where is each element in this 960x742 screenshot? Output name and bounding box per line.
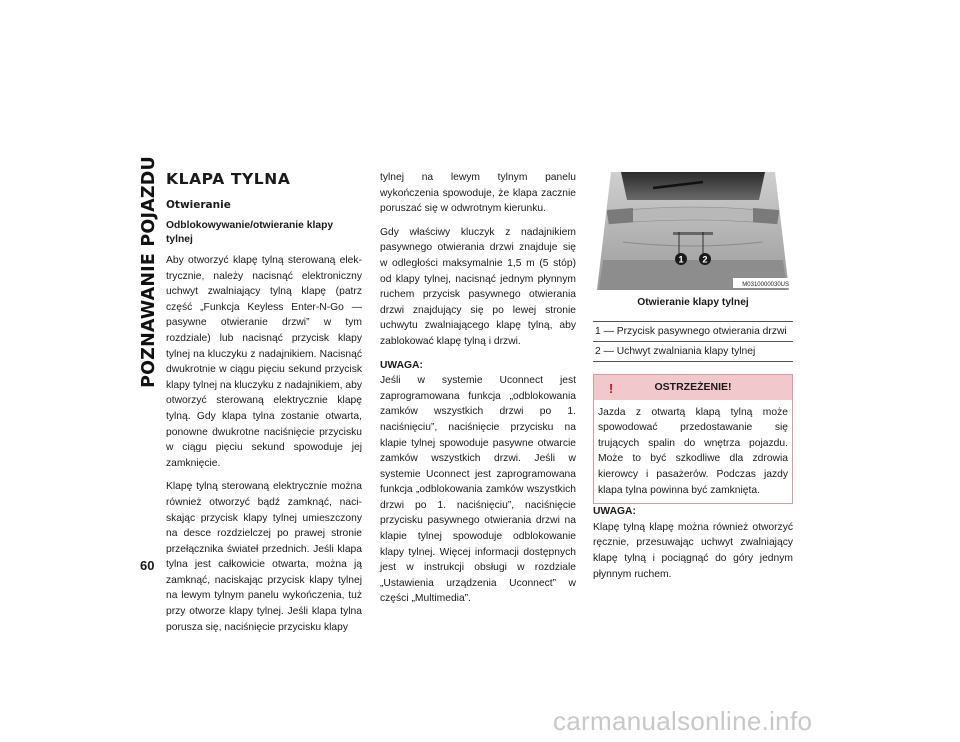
callout-1: 1 [678, 254, 684, 265]
figure-caption: Otwieranie klapy tylnej [637, 297, 749, 308]
figure-code: M0310000030US [742, 282, 789, 288]
watermark: carmanualsonline.info [553, 706, 813, 736]
subheading: Odblokowywanie/otwieranie klapy tylnej [166, 220, 334, 245]
column-1 [166, 170, 362, 643]
warning-box [593, 374, 793, 505]
legend-item: 1 — Przycisk pasywnego otwierania drzwi [593, 322, 793, 342]
note-text: Jeśli w systemie Uconnect jest zaprogramowana funkcja „odblokowania zamków wszystkich drzwi po 1. naciśnięciu”, naciśnięcie przycisku na klapie tylnej spowoduje pasywne otwarcie zamków wszystkich drzwi. Jeśli w systemie Uconnect jest zaprogramowana funkcja „odblokowania zamków wszystkich drzwi po 1. naciśnięciu”, naciśnięcie przycisku pasywnego otwierania drzwi na klapie tylnej spowoduje odblokowanie klapy tylnej. Więcej informacji dostępnych jest w instrukcji obsługi w rozdziale „Ustawienia urządzenia Uconnect” w części „Multimedia”. [380, 375, 576, 605]
section-title: KLAPA TYLNA [166, 170, 291, 188]
note [380, 358, 576, 608]
figure-legend [593, 321, 793, 362]
tailgate-illustration [593, 172, 793, 290]
warning-triangle-icon [602, 379, 620, 395]
legend-item: 2 — Uchwyt zwalniania klapy tylnej [593, 342, 793, 362]
svg-text:!: ! [608, 380, 614, 395]
column-2 [380, 170, 576, 615]
note-label: UWAGA: [380, 359, 423, 371]
note [593, 504, 793, 582]
section-subtitle: Otwieranie [166, 199, 231, 211]
warning-text: Jazda z otwartą klapą tylną może spowodować przedostawanie się trujących spalin do wnętrza pojazdu. Może to być szkodliwe dla zdrowia kierowcy i pasażerów. Podczas jazdy klapa tylna powinna być zamknięta. [598, 406, 788, 496]
column-3 [593, 172, 793, 590]
chapter-side-tab [138, 156, 160, 388]
paragraph: tylnej na lewym tylnym panelu wykończenia spowoduje, że klapa zacznie poruszać się w odwrotnym kierunku. [380, 172, 576, 215]
paragraph: Klapę tylną sterowaną elektrycznie można również otworzyć bądź zamknąć, naciskając przycisk klapy tylnej umieszczony na desce rozdzielczej po prawej stronie przełącznika świateł przednich. Jeśli klapa tylna jest całkowicie otwarta, można ją zamknąć, naciskając przycisk klapy tylnej na lewym tylnym panelu wykończenia, tuż przy otworze klapy tylnej. Jeśli klapa tylna porusza się, naciśnięcie przycisku klapy [166, 481, 362, 633]
warning-header [594, 375, 792, 400]
page-number: 60 [140, 558, 155, 573]
paragraph: Gdy właściwy kluczyk z nadajnikiem pasywnego otwierania drzwi znajduje się w odległości maksymalnie 1,5 m (5 stóp) od klapy tylnej, nacisnąć jednym płynnym ruchem przycisk pasywnego otwierania drzwi znajdujący się po lewej stronie uchwytu zwalniającego klapę tylną, aby zablokować klapę tylną i drzwi. [380, 226, 576, 347]
note-text: Klapę tylną klapę można również otworzyć ręcznie, przesuwając uchwyt zwalniający klapę tylną i pociągnąć do góry jednym płynnym ruchem. [593, 521, 793, 580]
chapter-title: POZNAWANIE POJAZDU [139, 156, 159, 388]
tailgate-figure [593, 172, 793, 290]
callout-2: 2 [702, 254, 708, 265]
note-label: UWAGA: [593, 506, 636, 518]
paragraph: Aby otworzyć klapę tylną sterowaną elektrycznie, należy nacisnąć elektroniczny uchwyt zwalniający tylną klapę (patrz część „Funkcja Keyless Enter-N-Go — pasywne otwieranie drzwi” w tym rozdziale) lub nacisnąć przycisk klapy tylnej na kluczyku z nadajnikiem. Nacisnąć dwukrotnie w ciągu pięciu sekund przycisk klapy tylnej na kluczyku z nadajnikiem, aby otworzyć sterowaną elektrycznie klapę tylną. Gdy klapa tylna zostanie otwarta, ponowne dwukrotne naciśnięcie przycisku w ciągu pięciu sekund spowoduje jej zamknięcie. [166, 255, 362, 469]
warning-title: OSTRZEŻENIE! [654, 380, 732, 393]
